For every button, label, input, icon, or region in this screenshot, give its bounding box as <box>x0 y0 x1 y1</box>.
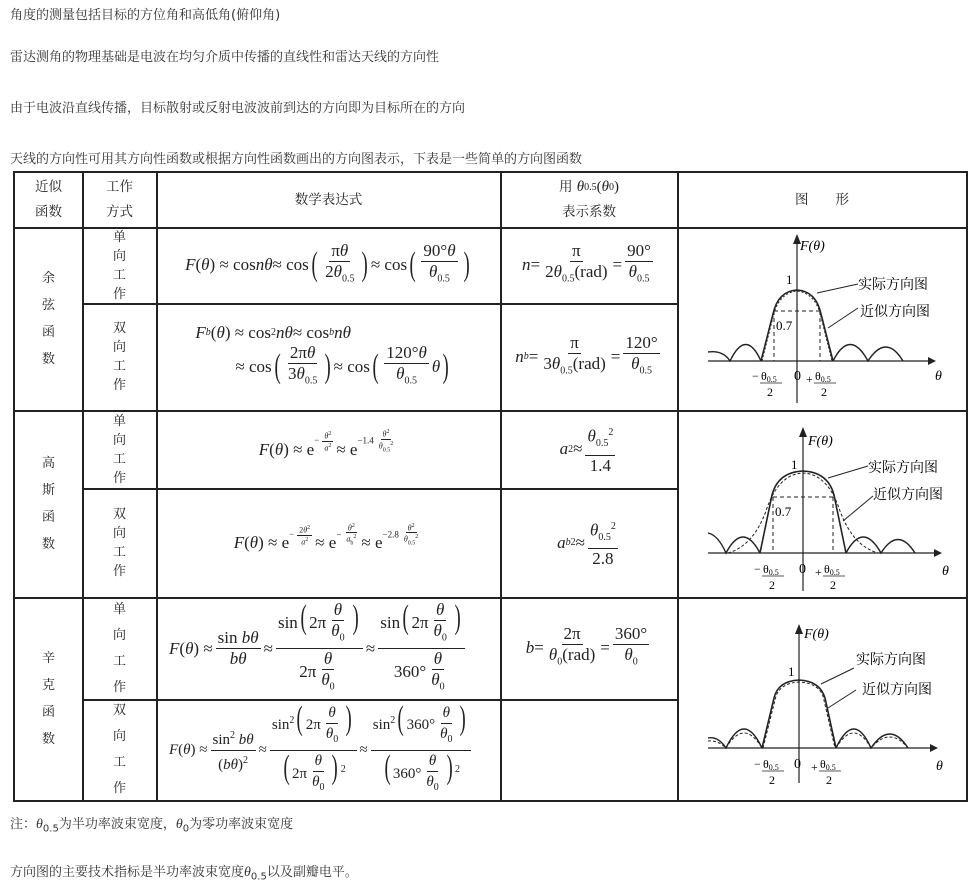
svg-text:0.7: 0.7 <box>776 318 793 333</box>
svg-text:F(θ): F(θ) <box>804 627 829 642</box>
svg-text:实际方向图: 实际方向图 <box>858 278 928 293</box>
mode-two-way: 双 向 工 作 <box>112 507 126 579</box>
expression-cosine-two-way: F b ( θ ) ≈ cos 2 nθ ≈ cos b nθ ≈ cos ( $\frac{2\pi\theta}{3\theta_{0.5}}$ ) ≈ cos ( $\frac{120^\circ\theta}{\theta_{0.5}}$ θ ) <box>195 322 450 387</box>
mode-two-way: 双 向 工 作 <box>112 321 126 393</box>
svg-text:2: 2 <box>830 578 836 592</box>
svg-text:2: 2 <box>769 578 775 592</box>
mode-two-way: 双 向 工 作 <box>112 703 126 796</box>
header-text: 函数 <box>35 204 62 220</box>
intro-paragraph-4: 天线的方向性可用其方向性函数或根据方向性函数画出的方向图表示，下表是一些简单的方向图函数 <box>10 152 583 167</box>
expression-gaussian-two-way: F ( θ ) ≈ e $^{- \frac{2\theta^2}{a^2}}$ ≈ e $^{- \frac{\theta^2}{a_b^2}}$ ≈ e $^{-2.8 \frac{\theta^2}{\theta_{0.5}^2}}$ <box>233 522 419 552</box>
svg-text:F(θ): F(θ) <box>808 434 833 449</box>
expression-sinc-one-way: F ( θ ) ≈ $\frac{\text{sin bθ}}{b\theta}$ ≈ sin( 2π $\frac{\theta}{\theta_0}$ ) 2π $\frac{\theta}{\theta_0}$ ≈ sin( 2π $\frac{\theta}{\theta_0}$ ) 360° $\frac{\theta}{\theta_0}$ <box>157 598 500 699</box>
svg-text:0: 0 <box>799 562 806 577</box>
header-text: 方式 <box>106 204 133 220</box>
svg-text:1: 1 <box>791 457 798 472</box>
svg-text:θ0.5: θ0.5 <box>815 369 831 384</box>
group-gaussian-label: 高 斯 函 数 <box>41 456 55 552</box>
gaussian-pattern-figure <box>678 411 966 597</box>
group-cosine-label: 余 弦 函 数 <box>41 271 55 367</box>
mode-one-way: 单 向 工 作 <box>112 601 126 695</box>
svg-text:0: 0 <box>794 369 801 384</box>
svg-text:+: + <box>815 565 822 579</box>
svg-text:2: 2 <box>769 773 775 787</box>
expression-gaussian-one-way: F ( θ ) ≈ e $^{- \frac{\theta^2}{a^2}}$ ≈ e $^{-1.4 \frac{\theta^2}{\theta_{0.5}^2}}$ <box>258 429 394 459</box>
svg-text:θ0.5: θ0.5 <box>761 369 777 384</box>
mode-one-way: 单 向 工 作 <box>112 413 126 486</box>
svg-text:实际方向图: 实际方向图 <box>868 461 938 476</box>
svg-text:近似方向图: 近似方向图 <box>873 488 943 503</box>
header-text: 工作 <box>106 179 133 195</box>
svg-text:2: 2 <box>826 773 832 787</box>
antenna-pattern-table <box>13 171 968 802</box>
header-approx-function <box>15 173 82 227</box>
svg-text:+: + <box>811 760 818 774</box>
svg-text:θ0.5: θ0.5 <box>763 562 779 577</box>
svg-text:近似方向图: 近似方向图 <box>860 305 930 320</box>
header-text: 近似 <box>35 179 62 195</box>
intro-paragraph-3: 由于电波沿直线传播，目标散射或反射电波波前到达的方向即为目标所在的方向 <box>10 101 466 116</box>
header-coefficient: 用 θ 0.5 ( θ 0 ) 表示系数 <box>501 173 677 227</box>
mode-one-way: 单 向 工 作 <box>112 229 126 302</box>
svg-text:实际方向图: 实际方向图 <box>856 653 926 668</box>
svg-text:−: − <box>754 562 761 576</box>
coefficient-gaussian-two-way: a b 2 ≈ $\frac{\theta_{0.5}^2}{2.8}$ <box>501 489 677 597</box>
svg-text:θ: θ <box>936 759 943 774</box>
svg-text:0.7: 0.7 <box>775 504 792 519</box>
table-note: 注：$\theta_{0.5}$为半功率波束宽度，$\theta_0$为零功率波束宽度 <box>10 817 294 835</box>
header-work-mode <box>83 173 156 227</box>
cosine-pattern-figure <box>678 228 966 410</box>
svg-text:1: 1 <box>788 664 795 679</box>
svg-text:θ0.5: θ0.5 <box>820 757 836 772</box>
intro-paragraph-2: 雷达测角的物理基础是电波在均匀介质中传播的直线性和雷达天线的方向性 <box>10 50 440 65</box>
svg-text:1: 1 <box>786 272 793 287</box>
summary-paragraph: 方向图的主要技术指标是半功率波束宽度$\theta_{0.5}$以及副瓣电平。 <box>10 865 358 883</box>
svg-text:θ: θ <box>935 369 942 384</box>
svg-text:0: 0 <box>794 757 801 772</box>
svg-text:−: − <box>752 369 759 383</box>
svg-text:F(θ): F(θ) <box>800 239 825 254</box>
header-text: 表示系数 <box>561 204 616 220</box>
coefficient-sinc-two-way-empty <box>501 700 677 800</box>
coefficient-gaussian-one-way: a 2 ≈ $\frac{\theta_{0.5}^2}{1.4}$ <box>501 411 677 488</box>
group-sinc-label: 辛 克 函 数 <box>41 651 55 747</box>
svg-text:2: 2 <box>767 385 773 399</box>
coefficient-sinc-one-way: b = $\frac{2\pi}{\theta_0(rad)}$ = $\frac{360^\circ}{\theta_0}$ <box>525 624 648 668</box>
expression-sinc-two-way: F ( θ ) ≈ $\frac{\sin^2 b\theta}{(b\theta)^2}$ ≈ $\sin^2$( 2π $\frac{\theta}{\theta_0}$ ) ( 2π $\frac{\theta}{\theta_0}$ ) $^2$ ≈ $\sin^2$( 360° $\frac{\theta}{\theta_0}$ ) ( 360° $\frac{\theta}{\theta_0}$ ) $^2$ <box>157 700 500 800</box>
svg-text:θ0.5: θ0.5 <box>763 757 779 772</box>
svg-text:−: − <box>754 757 761 771</box>
svg-text:θ: θ <box>942 564 949 579</box>
coefficient-cosine-two-way: n b = $\frac{\pi}{3\theta_{0.5}(rad)}$ = $\frac{120^\circ}{\theta_{0.5}}$ <box>515 332 658 377</box>
coefficient-cosine-one-way: n = $\frac{\pi}{2\theta_{0.5}(rad)}$ = $\frac{90^\circ}{\theta_{0.5}}$ <box>522 241 651 285</box>
svg-text:2: 2 <box>821 385 827 399</box>
svg-text:+: + <box>806 372 813 386</box>
expression-cosine-one-way: F ( θ ) ≈ cos nθ ≈ cos ( $\frac{\pi\theta}{2\theta_{0.5}}$ ) ≈ cos ( $\frac{90^\circ\theta}{\theta_{0.5}}$ ) <box>185 241 470 285</box>
intro-paragraph-1: 角度的测量包括目标的方位角和高低角(俯仰角) <box>10 8 281 23</box>
svg-text:近似方向图: 近似方向图 <box>862 683 932 698</box>
header-text: 用 <box>558 179 573 195</box>
header-math-expression: 数学表达式 <box>294 191 363 208</box>
svg-text:θ0.5: θ0.5 <box>824 562 840 577</box>
header-figure: 图 形 <box>795 191 849 208</box>
sinc-pattern-figure <box>678 598 966 800</box>
